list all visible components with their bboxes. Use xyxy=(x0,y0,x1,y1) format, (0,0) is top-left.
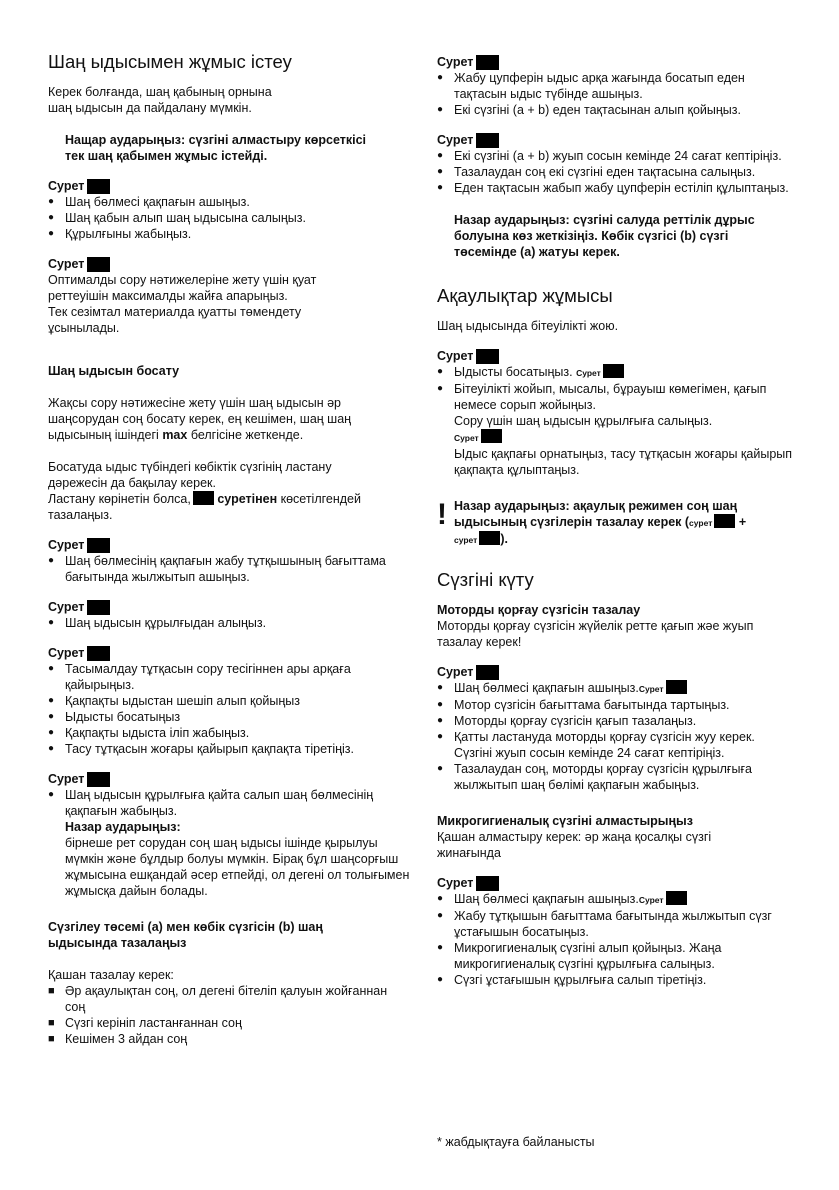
list-item: ● Шаң бөлмесінің қақпағын жабу тұтқышының бағыттама бағытында жылжытып ашыңыз. xyxy=(48,553,410,585)
text-line: жинағында xyxy=(437,846,501,860)
list-item: ■ Әр ақаулықтан соң, ол дегені бітеліп қалуын жойғаннан соң xyxy=(48,983,410,1015)
step-figure-2 xyxy=(48,256,410,336)
item-text: Ыдысты босатыңыз. xyxy=(454,365,573,379)
item-text: Бітеуілікті жойып, мысалы, бұрауыш көмегімен, қағып немесе сорып жойыңыз. xyxy=(454,382,767,412)
text-line: Ластану көрінетін болса, xyxy=(48,492,191,506)
list-item: ● Шаң ыдысын құрылғыдан алыңыз. xyxy=(48,615,410,631)
list-item: ■ Сүзгі керініп ластанғаннан соң xyxy=(48,1015,410,1031)
warning-line: Назар аударыңыз: ақаулық режимен соң шаң xyxy=(454,499,738,513)
figure-number-box xyxy=(666,891,687,905)
warning-end: ). xyxy=(500,532,508,546)
list-item xyxy=(437,364,793,381)
figure-number-box xyxy=(87,772,110,787)
text-line: Жақсы сору нәтижесіне жету үшін шаң ыдысын әр xyxy=(48,396,341,410)
list-item: ● Шаң қабын алып шаң ыдысына салыңыз. xyxy=(48,210,410,226)
section-title-faults: Ақаулықтар жұмысы xyxy=(437,285,613,306)
text-line: Тек сезімтал материалда қуатты төмендету xyxy=(48,305,302,319)
step-figure-5 xyxy=(48,645,410,757)
figure-label-small: Сурет xyxy=(454,433,479,443)
figure-word: суретінен xyxy=(217,492,278,506)
list-item: ● Тазалаудан соң екі сүзгіні еден тақтасына салыңыз. xyxy=(437,164,793,180)
text-line: дәрежесін да бақылау керек. xyxy=(48,476,216,490)
step-figure-r4 xyxy=(437,664,793,793)
figure-number-box xyxy=(476,349,499,364)
figure-label: Сурет xyxy=(437,876,474,890)
text-line: ұсынылады. xyxy=(48,321,120,335)
list-item: ● Тасу тұтқасын жоғары қайырып қақпақта тіретіңіз. xyxy=(48,741,410,757)
list-item xyxy=(437,381,793,478)
list-item: ● Тазалаудан соң, моторды қорғау сүзгісін құрылғыға жылжытып шаң бөлімі қақпағын жабыңыз. xyxy=(437,761,793,793)
empty-paragraph xyxy=(48,395,410,443)
step-figure-3 xyxy=(48,537,410,585)
note-order xyxy=(437,212,793,260)
note-line: төсемінде (a) жатуы керек. xyxy=(454,245,620,259)
item-text: Сору үшін шаң ыдысын құрылғыға салыңыз. xyxy=(454,414,713,428)
figure-label: Сурет xyxy=(437,55,474,69)
figure-number-box xyxy=(476,55,499,70)
figure-number-box xyxy=(476,876,499,891)
subtitle-micro-filter: Микрогигиеналық сүзгіні алмастырыңыз xyxy=(437,814,693,828)
figure-number-box xyxy=(714,514,735,528)
fault-intro: Шаң ыдысында бітеуілікті жою. xyxy=(437,319,619,333)
check-paragraph xyxy=(48,459,410,523)
note-line: болуына көз жеткізіңіз. Көбік сүзгісі (b) сүзгі xyxy=(454,229,729,243)
figure-label-small: сурет xyxy=(454,535,478,545)
text-line: Моторды қорғау сүзгісін жүйелік ретте қағып жәе жуып xyxy=(437,619,754,633)
left-column xyxy=(48,50,410,1047)
text-line: белгісіне жеткенде. xyxy=(190,428,304,442)
figure-number-box xyxy=(87,646,110,661)
max-mark: max xyxy=(162,428,188,442)
list-item: ● Екі сүзгіні (a + b) жуып сосын кемінде 24 сағат кептіріңіз. xyxy=(437,148,793,164)
figure-label: Сурет xyxy=(437,349,474,363)
step-figure-4 xyxy=(48,599,410,631)
figure-number-box xyxy=(476,665,499,680)
list-item xyxy=(437,891,793,908)
figure-number-box xyxy=(481,429,502,443)
step-figure-6 xyxy=(48,771,410,899)
list-item: ● Моторды қорғау сүзгісін қағып тазалаңыз. xyxy=(437,713,793,729)
list-item: ● Сүзгі ұстағышын құрылғыға салып тіретіңіз. xyxy=(437,972,793,988)
list-item xyxy=(437,680,793,697)
subtitle-motor-filter: Моторды қорғау сүзгісін тазалау xyxy=(437,603,641,617)
subtitle-empty-container: Шаң ыдысын босату xyxy=(48,364,180,378)
note-line-2: тек шаң қабымен жұмыс істейді. xyxy=(65,149,268,163)
list-item: ● Ыдысты босатыңыз xyxy=(48,709,410,725)
figure-label: Сурет xyxy=(48,772,85,786)
list-item: ● Тасымалдау тұтқасын сору тесігіннен ары арқаға қайырыңыз. xyxy=(48,661,410,693)
text-line: ыдысының ішіндегі xyxy=(48,428,159,442)
step-figure-r5 xyxy=(437,875,793,988)
text-line: Қашан алмастыру керек: әр жаңа қосалқы сүзгі xyxy=(437,830,712,844)
figure-number-box xyxy=(87,538,110,553)
warning-block: ! Назар аударыңыз: ақаулық режимен соң шаң ыдысының сүзгілерін тазалау керек (сурет + сурет ). xyxy=(437,498,747,546)
step-figure-1 xyxy=(48,178,410,242)
note-line-1: Нащар аударыңыз: сүзгіні алмастыру көрсеткісі xyxy=(65,133,367,147)
note-label: Назар аударыңыз: xyxy=(65,820,181,834)
figure-label: Сурет xyxy=(48,538,85,552)
subtitle-line: ыдысында тазалаңыз xyxy=(48,936,187,950)
section-title-filter-care: Сүзгіні күту xyxy=(437,569,534,590)
figure-label: Сурет xyxy=(48,257,85,271)
intro-line-1: Керек болғанда, шаң қабының орнына xyxy=(48,85,272,99)
warning-line: ыдысының сүзгілерін тазалау керек ( xyxy=(454,515,690,529)
step-figure-r3 xyxy=(437,348,793,478)
list-item: ● Шаң бөлмесі қақпағын ашыңыз. xyxy=(48,194,410,210)
list-item: ● Шаң ыдысын құрылғыға қайта салып шаң бөлмесінің қақпағын жабыңыз. xyxy=(48,787,410,819)
list-item: ● Жабу цупферін ыдыс арқа жағында босатып еден тақтасын ыдыс түбінде ашыңыз. xyxy=(437,70,793,102)
list-item: ● Қақпақты ыдыстан шешіп алып қойыңыз xyxy=(48,693,410,709)
footnote: * жабдықтауға байланысты xyxy=(437,1135,595,1149)
when-label: Қашан тазалау керек: xyxy=(48,968,174,982)
warning-icon: ! xyxy=(437,498,447,531)
figure-label: Сурет xyxy=(437,665,474,679)
item-text: Шаң бөлмесі қақпағын ашыңыз. xyxy=(454,681,639,695)
list-item: ● Микрогигиеналық сүзгіні алып қойыңыз. Жаңа микрогигиеналық сүзгіні құрылғыға салыңыз. xyxy=(437,940,793,972)
text-line: Босатуда ыдыс түбіндегі көбіктік сүзгінің ластану xyxy=(48,460,332,474)
figure-label-small: Сурет xyxy=(638,684,664,694)
figure-number-box xyxy=(87,179,110,194)
list-item: ● Құрылғыны жабыңыз. xyxy=(48,226,410,242)
text-line: шаңсорудан соң босату керек, ең кешімен, шаң шаң xyxy=(48,412,352,426)
item-text: Ыдыс қақпағы орнатыңыз, тасу тұтқасын жоғары қайырып қақпақта құлыптаңыз. xyxy=(454,447,793,477)
subtitle-line: Сүзгілеу төсемі (a) мен көбік сүзгісін (b) шаң xyxy=(48,920,323,934)
item-text: Шаң бөлмесі қақпағын ашыңыз. xyxy=(454,892,639,906)
figure-number-box xyxy=(479,531,500,545)
figure-label-small: Сурет xyxy=(576,368,601,378)
figure-number-box xyxy=(87,600,110,615)
subtitle-filter-clean xyxy=(48,919,410,951)
note-text: бірнеше рет сорудан соң шаң ыдысы ішінде қырылуы мүмкін және бұлдыр болуы мүмкін. Бірақ бұл шаңсорғыш жұмысына ешқандай әсер етпейді, ол дегені ол толығымен жұмысқа дайын болады. xyxy=(65,836,410,898)
text-line: көсетілгендей xyxy=(280,492,361,506)
figure-number-box xyxy=(476,133,499,148)
list-item: ● Қақпақты ыдыста іліп жабыңыз. xyxy=(48,725,410,741)
figure-label: Сурет xyxy=(48,646,85,660)
figure-label: Сурет xyxy=(48,179,85,193)
figure-number-box xyxy=(666,680,687,694)
list-item: ● Екі сүзгіні (a + b) еден тақтасынан алып қойыңыз. xyxy=(437,102,793,118)
figure-label: Сурет xyxy=(437,133,474,147)
list-item: ● Мотор сүзгісін бағыттама бағытында тартыңыз. xyxy=(437,697,793,713)
figure-number-box xyxy=(603,364,624,378)
text-line: реттеуішін максималды жайға апарыңыз. xyxy=(48,289,288,303)
text-line: тазалаңыз. xyxy=(48,508,113,522)
note-line: Назар аударыңыз: сүзгіні салуда реттілік дұрыс xyxy=(454,213,755,227)
list-item: ● Еден тақтасын жабып жабу цупферін естіліп құлыптаңыз. xyxy=(437,180,793,196)
list-item: ■ Кешімен 3 айдан соң xyxy=(48,1031,410,1047)
figure-label-small: Сурет xyxy=(638,895,664,905)
text-line: Оптималды сору нәтижелеріне жету үшін қуат xyxy=(48,273,317,287)
text-line: тазалау керек! xyxy=(437,635,522,649)
intro-line-2: шаң ыдысын да пайдалану мүмкін. xyxy=(48,101,252,115)
figure-label-small: сурет xyxy=(689,518,713,528)
list-item: ● Қатты ластануда моторды қорғау сүзгісін жуу керек. Сүзгіні жуып сосын кемінде 24 сағат кептіріңіз. xyxy=(437,729,793,761)
right-column xyxy=(437,54,793,988)
note-filter-indicator xyxy=(48,132,410,164)
section-title-dust-container: Шаң ыдысымен жұмыс істеу xyxy=(48,51,292,72)
list-item: ● Жабу тұтқышын бағыттама бағытында жылжытып сүзг ұстағышын босатыңыз. xyxy=(437,908,793,940)
step-figure-r2 xyxy=(437,132,793,260)
figure-number-box xyxy=(87,257,110,272)
step-figure-r1 xyxy=(437,54,793,118)
figure-number-box xyxy=(193,491,214,505)
figure-label: Сурет xyxy=(48,600,85,614)
